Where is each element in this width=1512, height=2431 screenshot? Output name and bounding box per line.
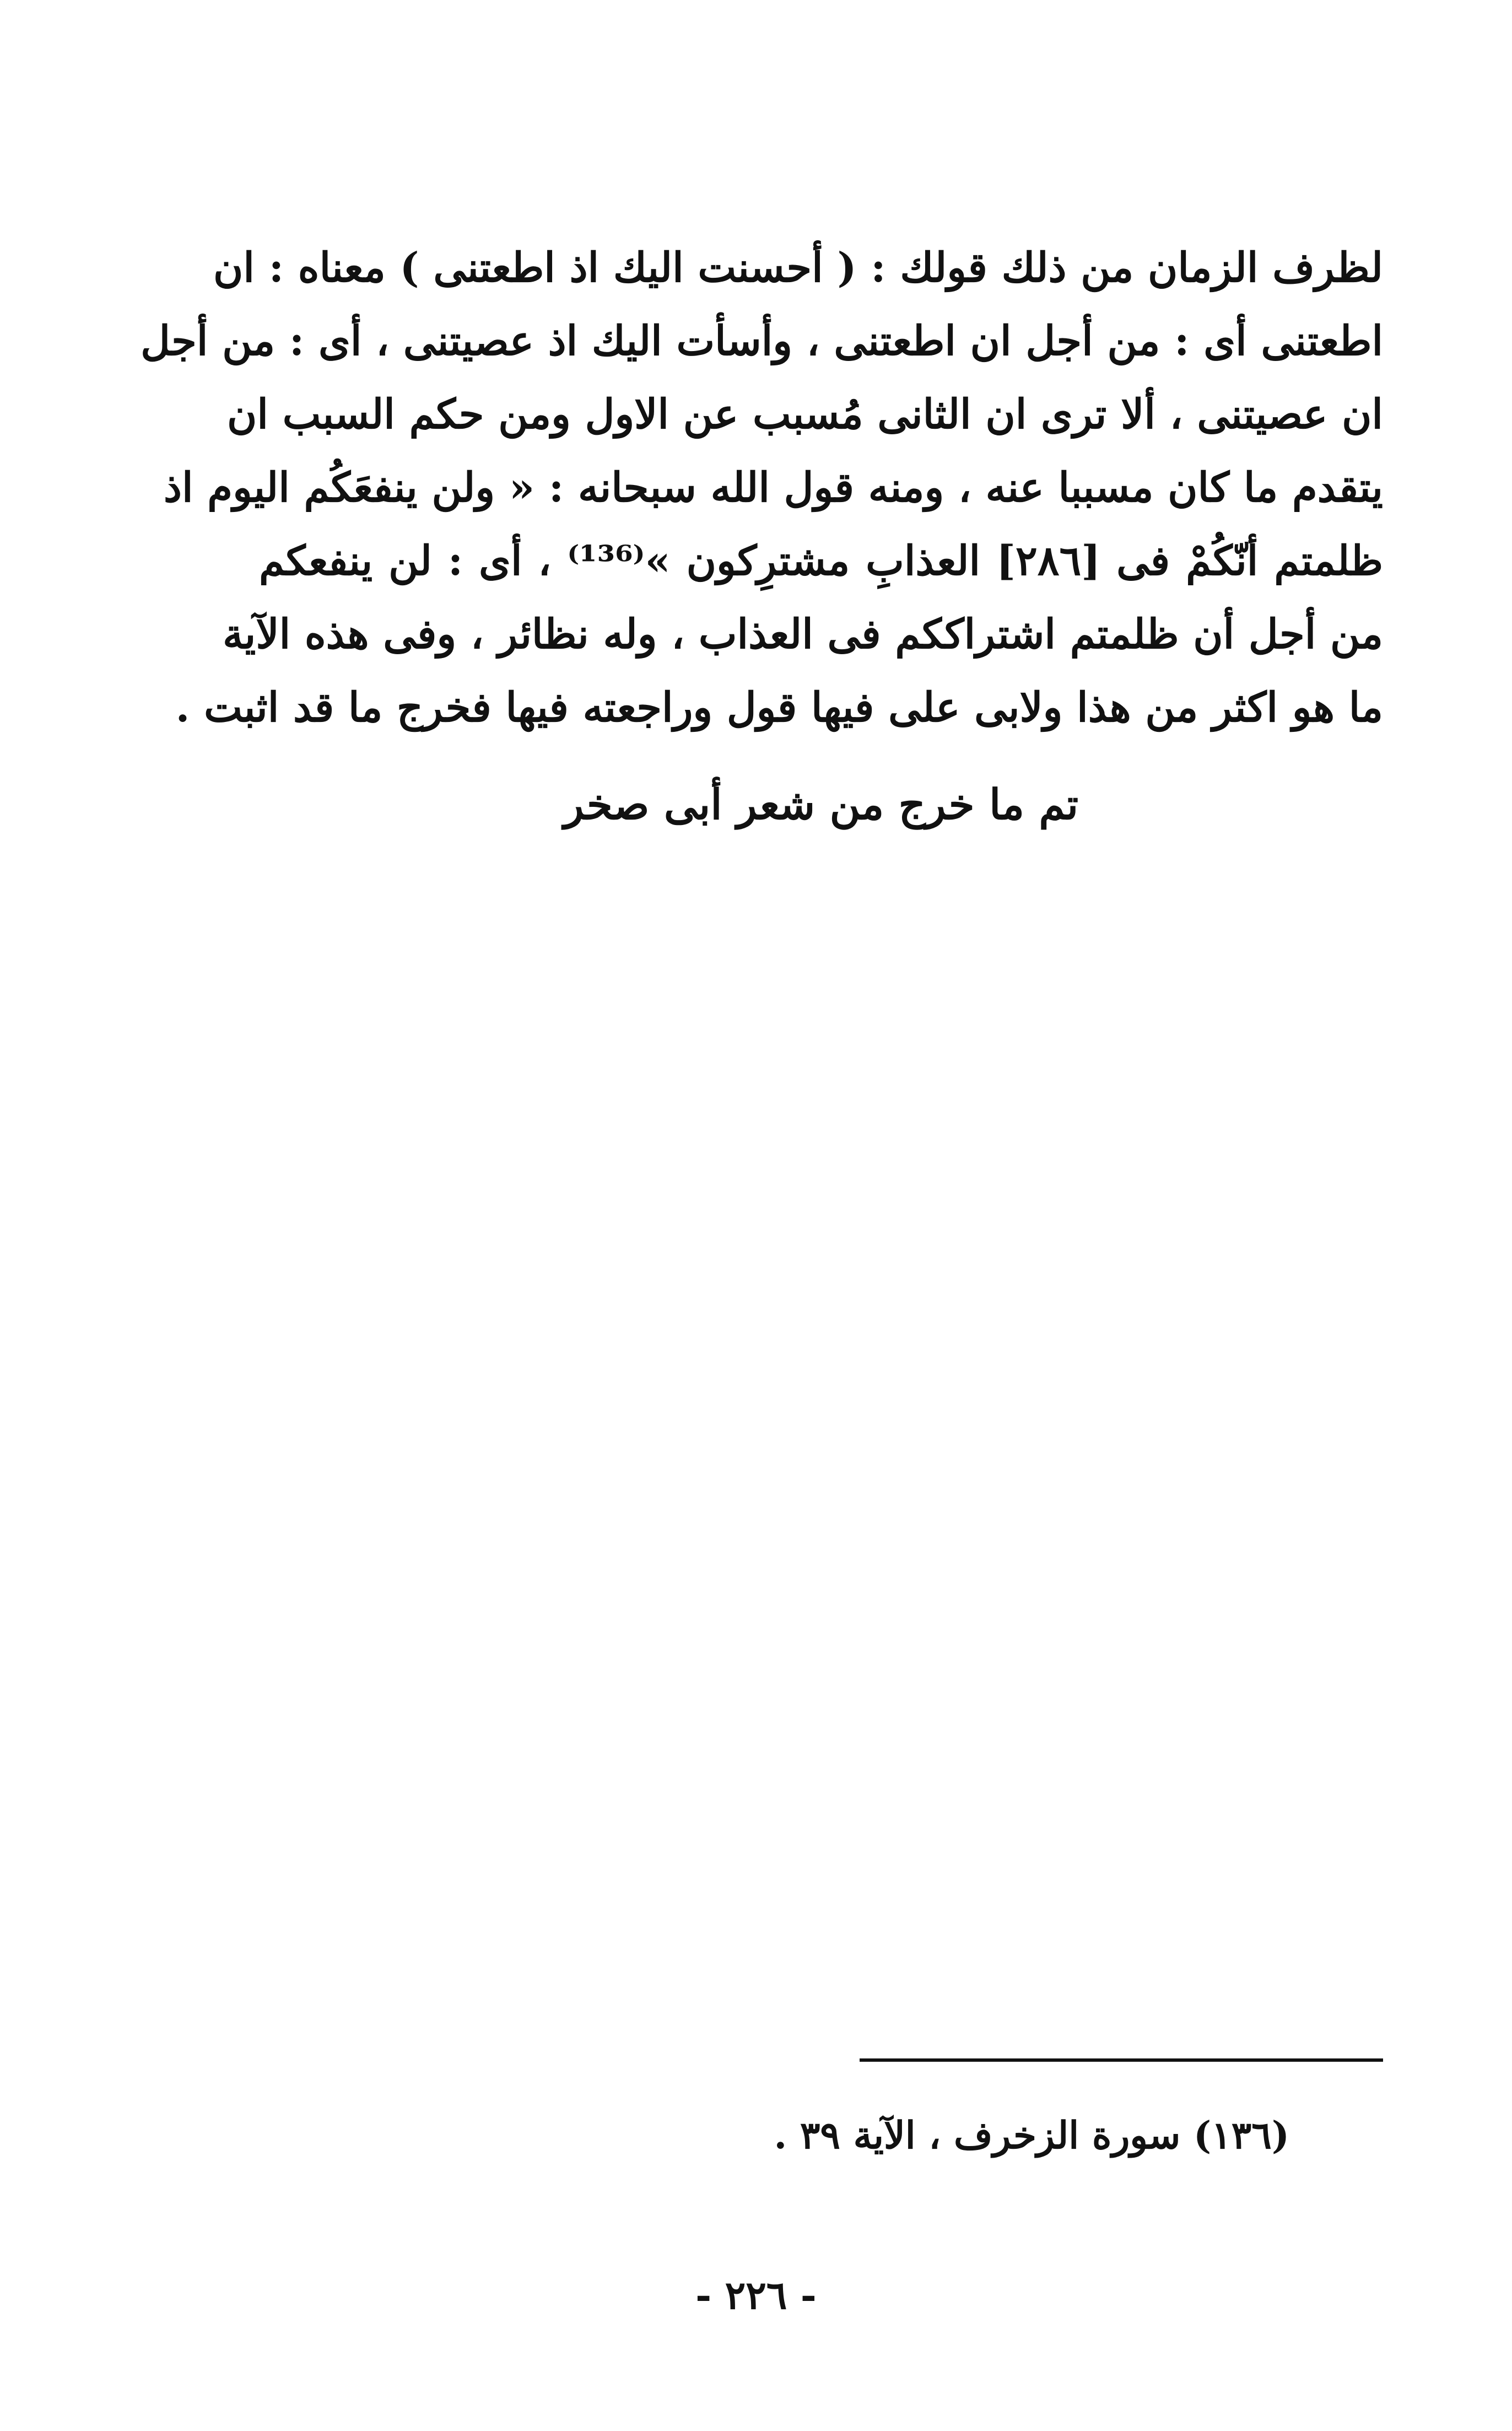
body-line-3: ان عصيتنى ، ألا ترى ان الثانى مُسبب عن الاول ومن حكم السبب ان [227, 391, 1383, 438]
body-line-7: ما هو اكثر من هذا ولابى على فيها قول وراجعته فيها فخرج ما قد اثبت . [175, 684, 1383, 731]
body-text [141, 231, 1383, 745]
body-line-2: اطعتنى أى : من أجل ان اطعتنى ، وأسأت اليك اذ عصيتنى ، أى : من أجل [141, 317, 1383, 365]
body-line-5: ظلمتم أنّكُمْ فى [٢٨٦] العذابِ مشترِكون »⁽¹³⁶⁾ ، أى : لن ينفعكم [259, 537, 1383, 585]
body-line-6: من أجل أن ظلمتم اشتراككم فى العذاب ، وله نظائر ، وفى هذه الآية [223, 611, 1383, 658]
footnote-divider [860, 2058, 1383, 2062]
footnote: (١٣٦) سورة الزخرف ، الآية ٣٩ . [774, 2114, 1289, 2158]
page-number: - ٢٢٦ - [695, 2272, 817, 2318]
closing-line: تم ما خرج من شعر أبى صخر [563, 780, 1079, 829]
body-line-4: يتقدم ما كان مسببا عنه ، ومنه قول الله سبحانه : « ولن ينفعَكُم اليوم اذ [164, 464, 1383, 511]
body-line-1: لظرف الزمان من ذلك قولك : ( أحسنت اليك اذ اطعتنى ) معناه : ان [213, 244, 1383, 292]
